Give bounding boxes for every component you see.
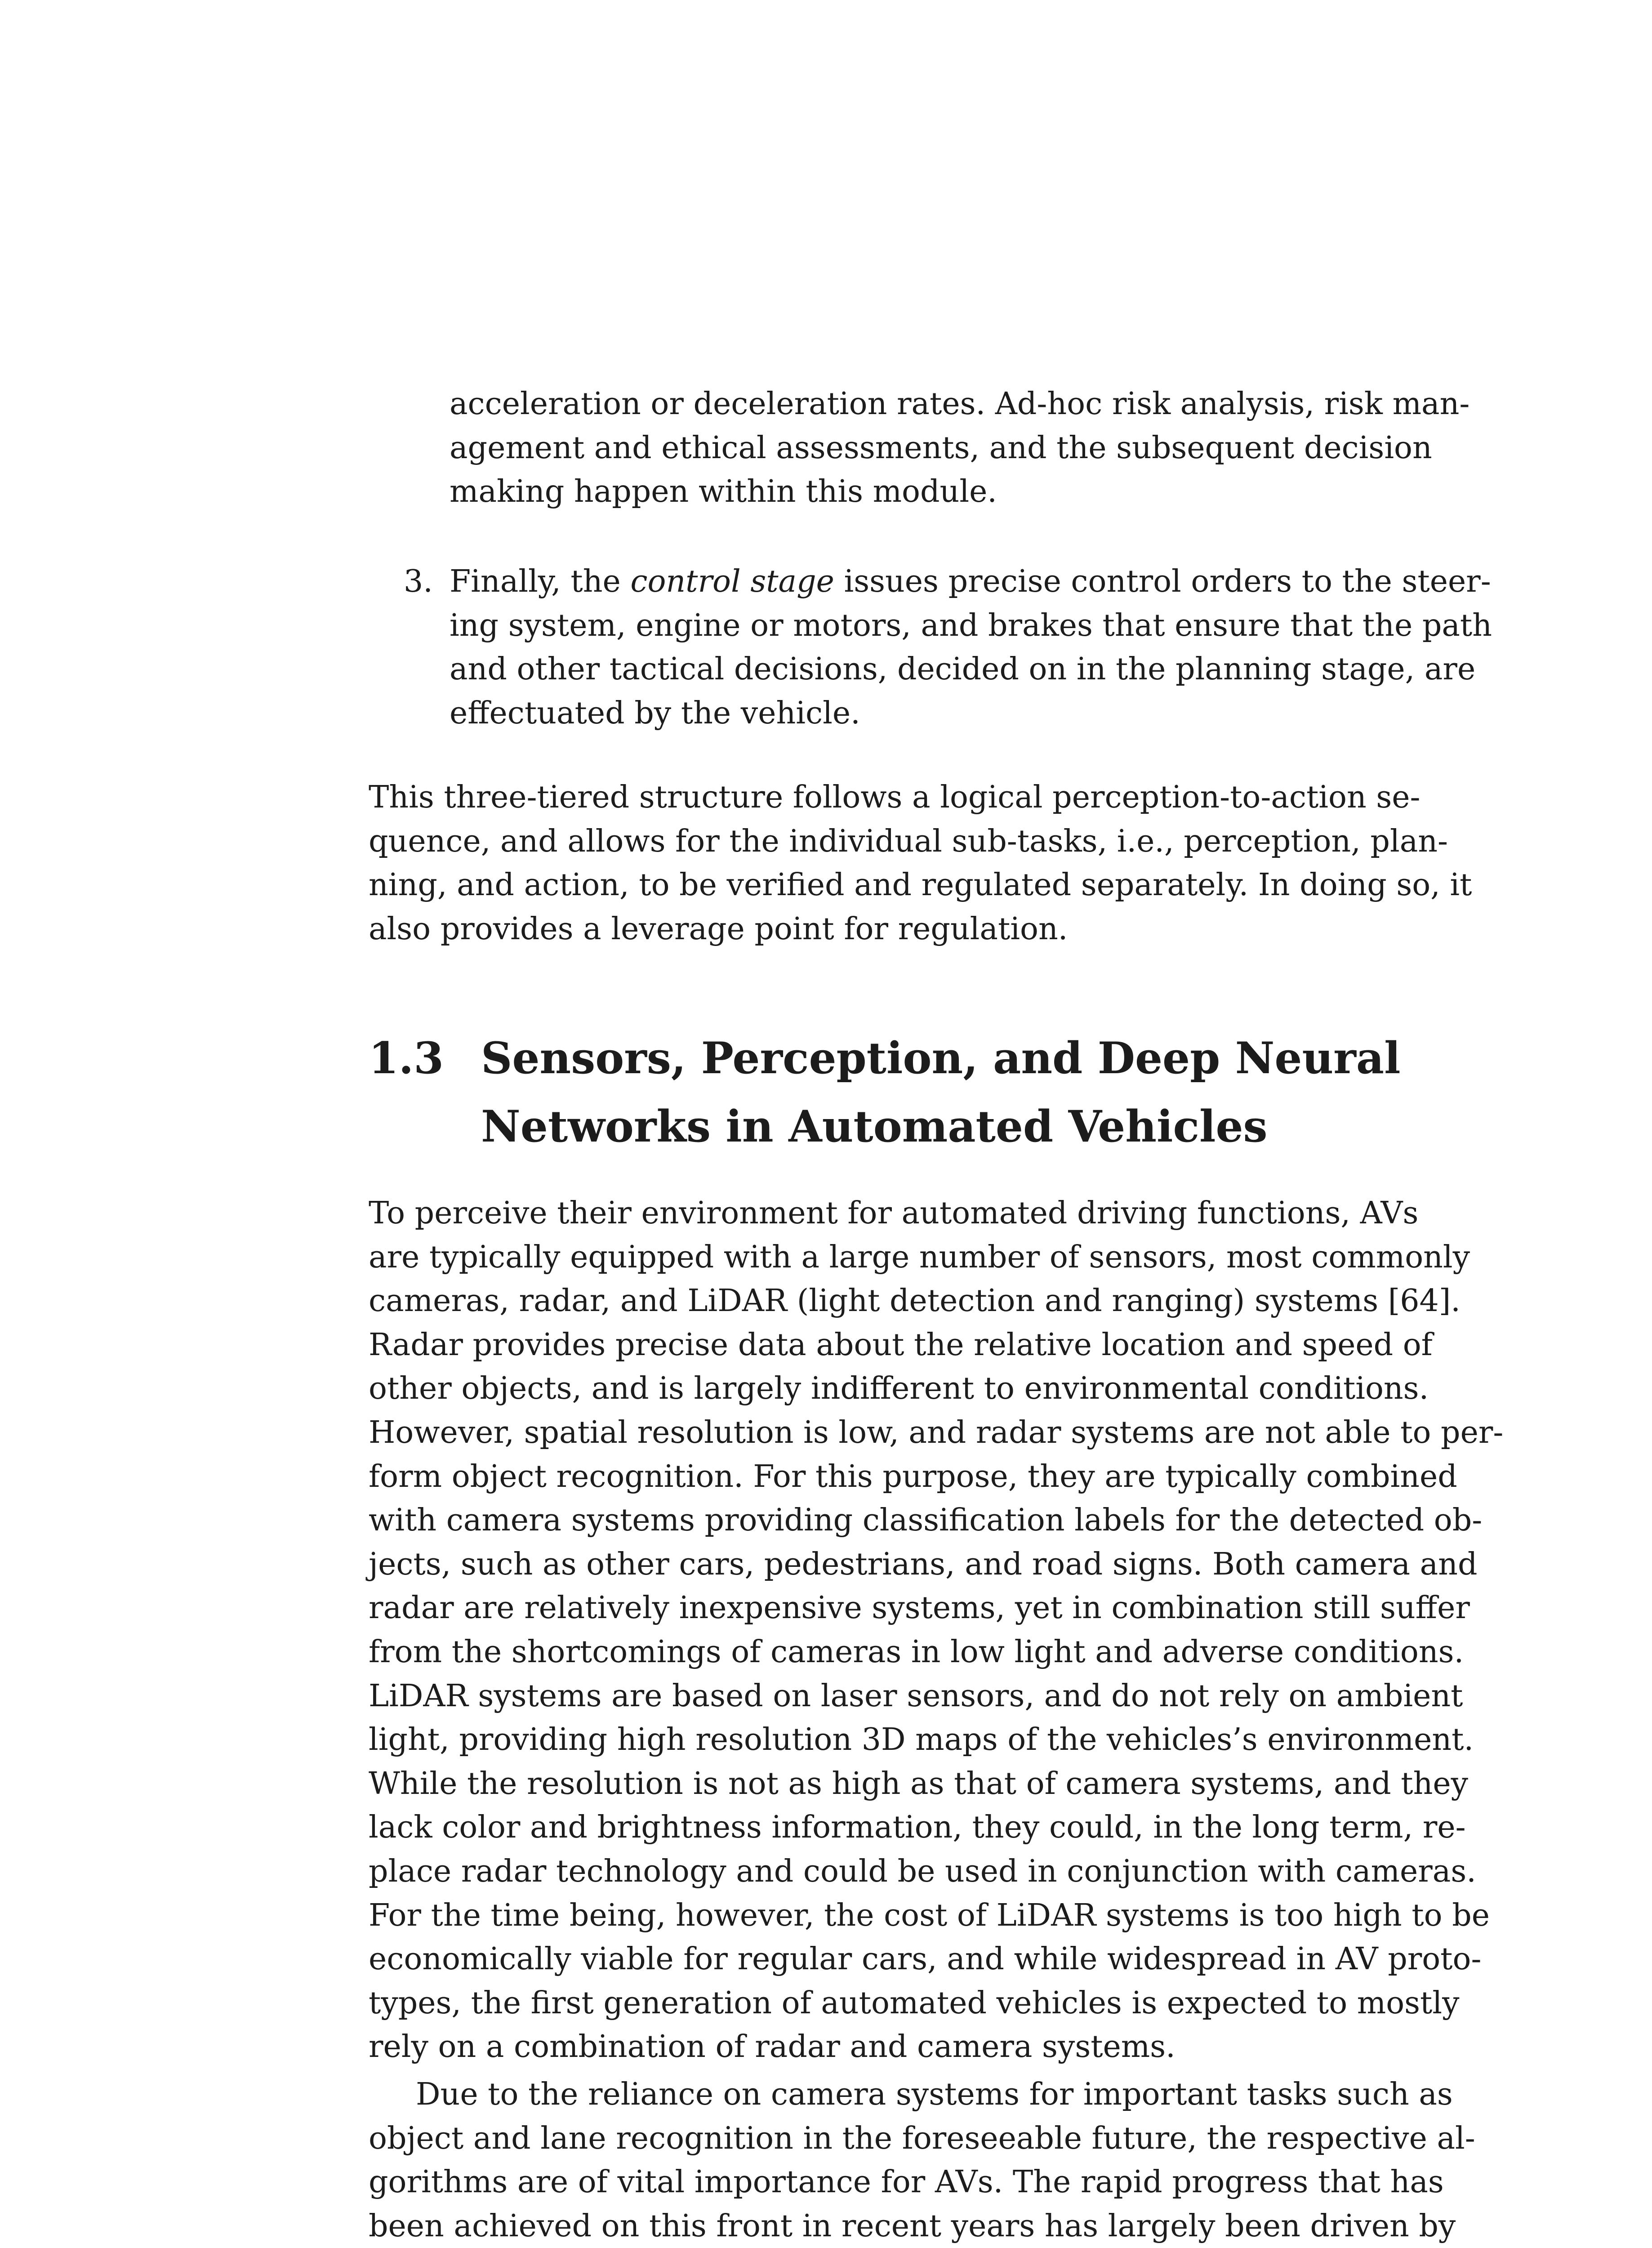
text-line: This three-tiered structure follows a logical perception-to-action se- bbox=[369, 780, 1420, 815]
text-line: gorithms are of vital importance for AVs. The rapid progress that has bbox=[369, 2164, 1444, 2200]
section-title-line: Networks in Automated Vehicles bbox=[481, 1101, 1268, 1152]
text-line: economically viable for regular cars, and while widespread in AV proto- bbox=[369, 1941, 1482, 1977]
text-line: agement and ethical assessments, and the subsequent decision bbox=[450, 430, 1432, 466]
list-item-3-number: 3. bbox=[404, 564, 433, 599]
text-line: To perceive their environment for automated driving functions, AVs bbox=[369, 1195, 1419, 1231]
text-line: For the time being, however, the cost of LiDAR systems is too high to be bbox=[369, 1897, 1490, 1933]
paragraph bbox=[369, 776, 1472, 951]
paragraph bbox=[369, 1191, 1504, 2069]
emphasized-term: control stage bbox=[630, 564, 834, 599]
text-line: place radar technology and could be used in conjunction with cameras. bbox=[369, 1853, 1476, 1889]
paragraph bbox=[369, 2073, 1475, 2248]
text-line: While the resolution is not as high as that of camera systems, and they bbox=[369, 1766, 1469, 1802]
text-line: and other tactical decisions, decided on in the planning stage, are bbox=[450, 651, 1476, 687]
text-line: jects, such as other cars, pedestrians, and road signs. Both camera and bbox=[369, 1546, 1478, 1582]
text-line: cameras, radar, and LiDAR (light detection and ranging) systems [64]. bbox=[369, 1283, 1461, 1319]
section-title-line: Sensors, Perception, and Deep Neural bbox=[481, 1033, 1401, 1084]
text-line: However, spatial resolution is low, and radar systems are not able to per- bbox=[369, 1414, 1504, 1450]
text-line: been achieved on this front in recent years has largely been driven by bbox=[369, 2208, 1456, 2244]
text-line: other objects, and is largely indifferent to environmental conditions. bbox=[369, 1371, 1429, 1407]
text-line: light, providing high resolution 3D maps of the vehicles’s environment. bbox=[369, 1722, 1474, 1758]
text-line: making happen within this module. bbox=[450, 474, 997, 510]
text-line: ning, and action, to be verified and regulated separately. In doing so, it bbox=[369, 867, 1472, 903]
text-line: Radar provides precise data about the relative location and speed of bbox=[369, 1327, 1433, 1363]
text-line: object and lane recognition in the foreseeable future, the respective al- bbox=[369, 2120, 1475, 2156]
text-line bbox=[450, 560, 1491, 604]
text-line: from the shortcomings of cameras in low light and adverse conditions. bbox=[369, 1634, 1464, 1670]
section-number: 1.3 bbox=[369, 1033, 444, 1084]
text-line: lack color and brightness information, they could, in the long term, re- bbox=[369, 1810, 1466, 1846]
text-line: effectuated by the vehicle. bbox=[450, 695, 860, 731]
text-line: ing system, engine or motors, and brakes that ensure that the path bbox=[450, 607, 1492, 643]
list-item-2-continuation bbox=[450, 382, 1470, 514]
text-line: acceleration or deceleration rates. Ad-hoc risk analysis, risk man- bbox=[450, 386, 1470, 422]
text-line: radar are relatively inexpensive systems, yet in combination still suffer bbox=[369, 1590, 1470, 1626]
text-line: rely on a combination of radar and camera systems. bbox=[369, 2029, 1176, 2065]
text-line: Due to the reliance on camera systems for important tasks such as bbox=[416, 2077, 1453, 2112]
text-line: types, the first generation of automated vehicles is expected to mostly bbox=[369, 1985, 1460, 2021]
text-line: quence, and allows for the individual sub-tasks, i.e., perception, plan- bbox=[369, 823, 1448, 859]
text-line: also provides a leverage point for regulation. bbox=[369, 911, 1068, 947]
text-line: with camera systems providing classification labels for the detected ob- bbox=[369, 1503, 1483, 1539]
list-item-3 bbox=[450, 560, 1492, 735]
text-line: LiDAR systems are based on laser sensors, and do not rely on ambient bbox=[369, 1678, 1463, 1714]
text-line: are typically equipped with a large number of sensors, most commonly bbox=[369, 1239, 1470, 1275]
text-span: issues precise control orders to the steer- bbox=[834, 564, 1491, 599]
text-line: form object recognition. For this purpose, they are typically combined bbox=[369, 1459, 1457, 1494]
text-span: Finally, the bbox=[450, 564, 631, 599]
